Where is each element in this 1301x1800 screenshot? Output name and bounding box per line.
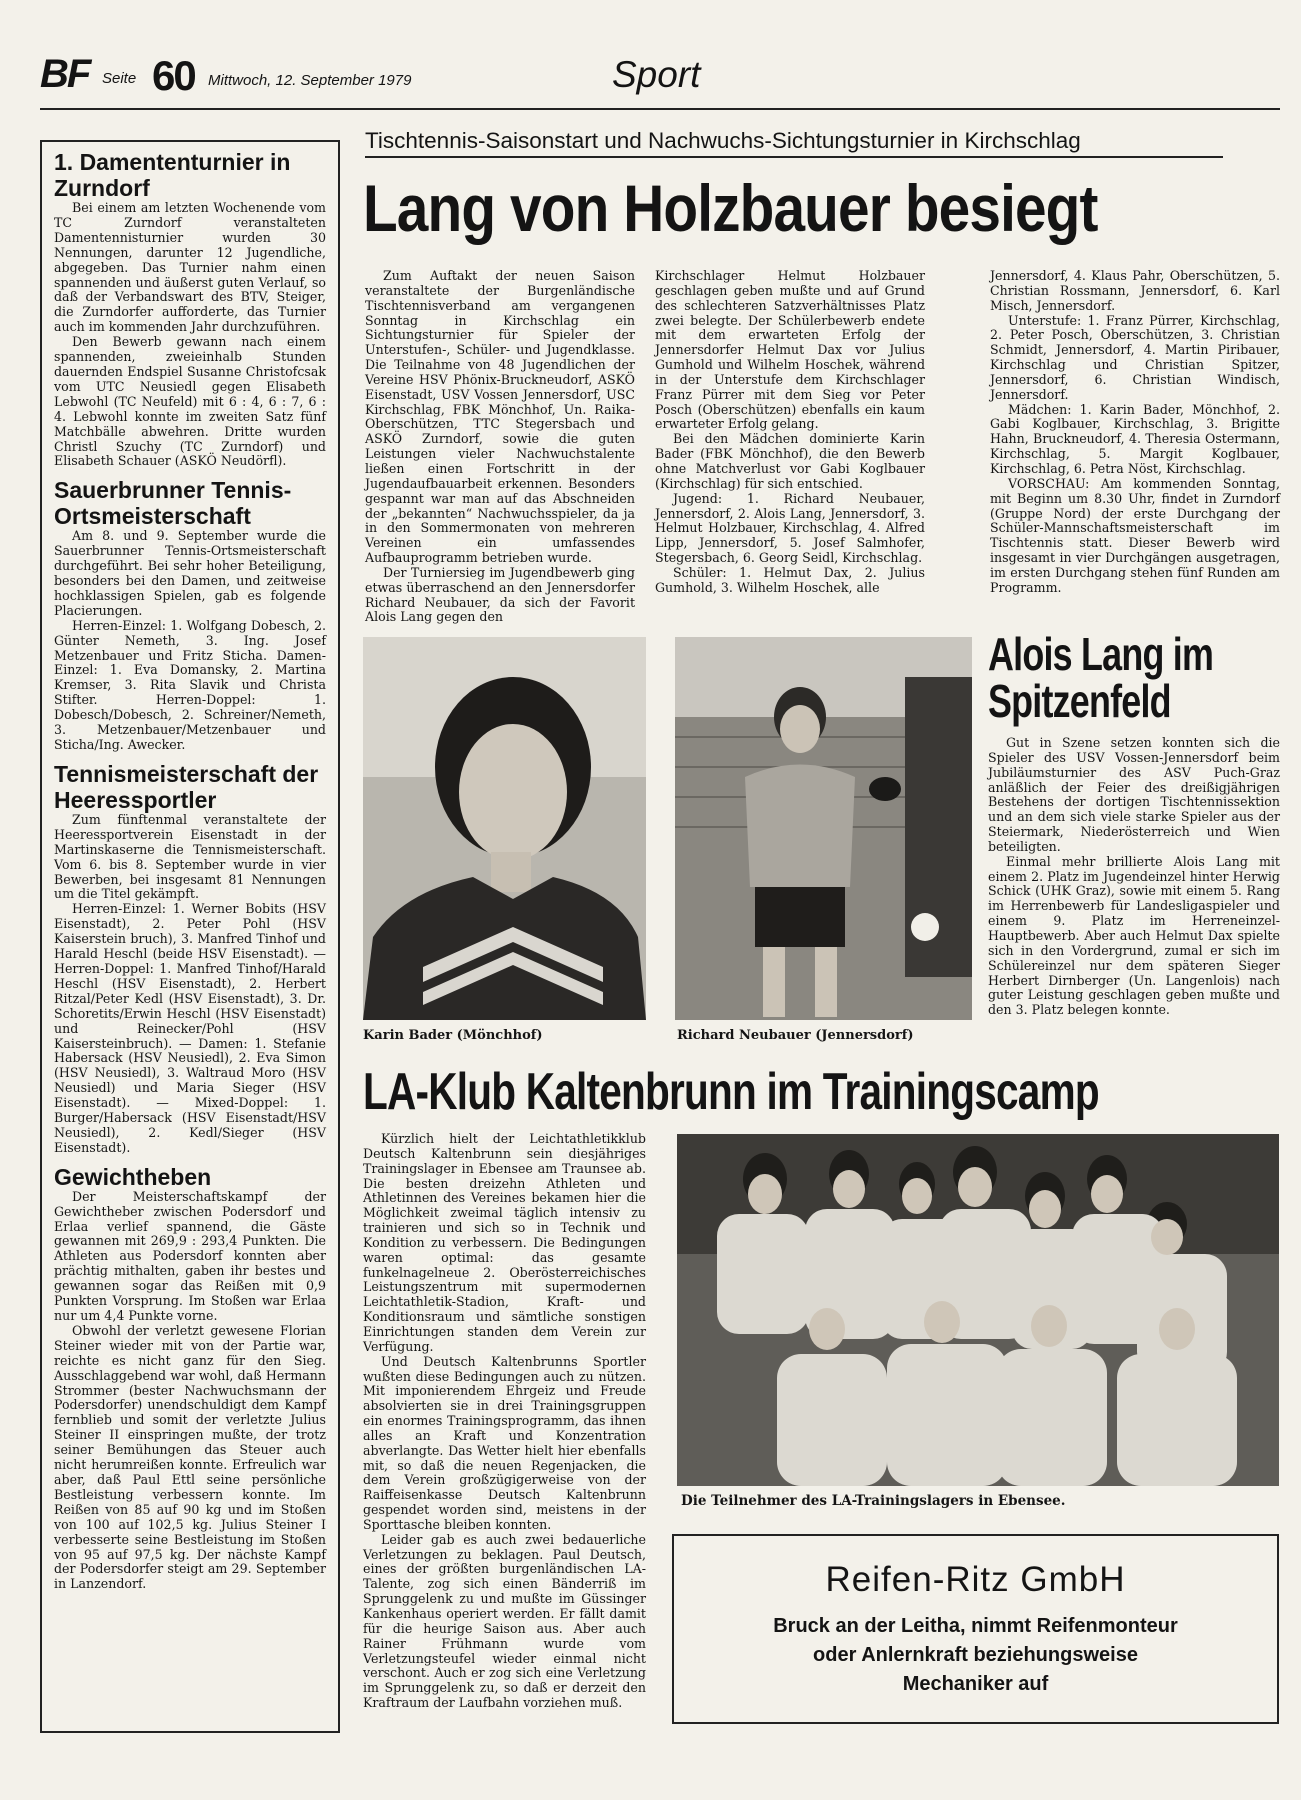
article-paragraph: Jennersdorf, 4. Klaus Pahr, Oberschützen, 5. Christian Rossmann, Jennersdorf, 6. Karl Misch, Jennersdorf. xyxy=(990,268,1280,313)
article-paragraph: Schüler: 1. Helmut Dax, 2. Julius Gumhold, 3. Wilhelm Hoschek, alle xyxy=(655,564,925,595)
second-story-headline-line-1: Alois Lang im xyxy=(988,628,1214,680)
sidebar-paragraph: Obwohl der verletzt gewesene Florian Steiner wieder mit von der Partie war, reichte es nicht ganz für den Sieg. Ausschlaggebend war wohl, daß Hermann Strommer (bester Nachwuchsmann der Podersdorfer) unendschuldigt dem Kampf fernblieb und somit der verletzte Julius Steiner II einspringen mußte, der trotz seiner Bemühungen das Steuer auch nicht herumreißen konnte. Erfreulich war aber, daß Paul Ettl seine persönliche Bestleistung verbessern konnte. Im Reißen von 85 auf 90 kg und im Stoßen von 100 auf 102,5 kg. Julius Steiner I verbesserte seine Bestleistung im Stoßen von 95 auf 97,5 kg. Der nächste Kampf der Podersdorfer steigt am 29. September in Lanzendorf. xyxy=(54,1322,326,1592)
ad-text-line: Mechaniker auf xyxy=(902,1673,1049,1695)
main-story-column-1 xyxy=(365,269,635,625)
main-story-column-2 xyxy=(655,269,925,596)
sidebar-headline-4: Gewichtheben xyxy=(54,1163,212,1190)
sidebar-headline-1: 1. Damententurnier in Zurndorf xyxy=(54,149,291,201)
photo-richard-neubauer xyxy=(675,637,972,1020)
sidebar-news-box xyxy=(40,140,340,1733)
photo-karin-bader xyxy=(363,637,646,1020)
article-paragraph: Leider gab es auch zwei bedauerliche Verletzungen zu beklagen. Paul Deutsch, eines der größten burgenländischen LA-Talente, zog sich einen Bänderriß im Sprunggelenk zu und mußte im Güssinger Kankenhaus operiert werden. Er fällt damit für die heurige Saison aus. Aber auch Rainer Frühmann wurde vom Verletzungsteufel wieder einmal nicht verschont. Auch er zog sich eine Verletzung im Sprunggelenk zu, so daß er derzeit den Kraftraum der Laufbahn vorziehen muß. xyxy=(363,1531,646,1711)
article-paragraph: Mädchen: 1. Karin Bader, Mönchhof, 2. Gabi Koglbauer, Kirchschlag, 3. Brigitte Hahn, Bruckneudorf, 4. Theresia Ostermann, Kirchschlag, 5. Margit Koglbauer, Kirchschlag, 6. Petra Nöst, Kirchschlag. xyxy=(990,401,1280,476)
sidebar-paragraph: Herren-Einzel: 1. Werner Bobits (HSV Eisenstadt), 2. Peter Pohl (HSV Kaiserstein bruch), 3. Manfred Tinhof und Harald Heschl (beide HSV Eisenstadt). — Herren-Doppel: 1. Manfred Tinhof/Harald Heschl (HSV Eisenstadt), 2. Herbert Ritzal/Peter Kedl (HSV Eisenstadt), 3. Dr. Schoretits/Erwin Heschl (HSV Eisenstadt) und Reinecker/Pohl (HSV Kaisersteinbruch). — Damen: 1. Stefanie Habersack (HSV Neusiedl), 2. Eva Simon (HSV Neusiedl), 3. Waltraud Moro (HSV Neusiedl) und Maria Sieger (HSV Eisenstadt). — Mixed-Doppel: 1. Burger/Habersack (HSV Eisenstadt/HSV Neusiedl), 2. Kedl/Sieger (HSV Eisenstadt). xyxy=(54,901,326,1155)
article-paragraph: Jugend: 1. Richard Neubauer, Jennersdorf, 2. Alois Lang, Jennersdorf, 3. Helmut Holzbauer, Kirchschlag, 4. Alfred Lipp, Jennersdorf, 5. Josef Salmhofer, Stegersbach, 6. Georg Seidl, Kirchschlag. xyxy=(655,490,925,566)
sidebar-paragraph: Der Meisterschaftskampf der Gewichtheber zwischen Podersdorf und Erlaa verlief spannend, die Gäste gewannen mit 269,9 : 293,4 Punkten. Die Athleten aus Podersdorf konnten aber prächtig mithalten, gaben ihr bestes und gewannen sogar das Reißen mit 0,9 Punkten Vorsprung. Im Stoßen war Erlaa nur um 4,4 Punkte vorne. xyxy=(54,1188,326,1323)
page-label: Seite xyxy=(102,70,137,87)
ad-text-line: oder Anlernkraft beziehungsweise xyxy=(813,1644,1138,1666)
photo-caption-karin-bader: Karin Bader (Mönchhof) xyxy=(363,1028,543,1043)
sidebar-paragraph: Herren-Einzel: 1. Wolfgang Dobesch, 2. Günter Nemeth, 3. Ing. Josef Metzenbauer und Fritz Sticha. Damen-Einzel: 1. Eva Domansky, 2. Martina Kremser, 3. Rita Slavik und Christa Stifter. Herren-Doppel: 1. Dobesch/Dobesch, 2. Schreiner/Nemeth, 3. Metzenbauer/Metzenbauer und Sticha/Ing. Awecker. xyxy=(54,617,326,752)
main-story-kicker: Tischtennis-Saisonstart und Nachwuchs-Sichtungsturnier in Kirchschlag xyxy=(365,128,1223,158)
main-story-headline: Lang von Holzbauer besiegt xyxy=(363,171,1098,245)
team-photo-caption: Die Teilnehmer des LA-Trainingslagers in Ebensee. xyxy=(681,1493,1066,1509)
article-paragraph: Und Deutsch Kaltenbrunns Sportler wußten diese Bedingungen auch zu nützen. Mit imponierendem Ehrgeiz und Freude absolvierten sie in drei Trainingsgruppen ein enormes Trainingsprogramm, das ihnen alles an Kraft und Konzentration abverlangte. Das Wetter hielt hier ebenfalls mit, so daß die neuen Regenjacken, die dem Verein großzügigerweise von der Raiffeisenkasse Deutsch Kaltenbrunn gespendet worden sind, meistens in der Sporttasche bleiben konnten. xyxy=(363,1353,646,1532)
photo-la-training-team xyxy=(677,1134,1279,1486)
sidebar-paragraph: Zum fünftenmal veranstaltete der Heeressportverein Eisenstadt in der Martinskaserne die Tennismeisterschaft. Vom 6. bis 8. September wurde in vier Bewerben, bei insgesamt 81 Nennungen um die Titel gekämpft. xyxy=(54,811,326,902)
newspaper-logo: BF xyxy=(40,52,90,96)
third-story-headline: LA-Klub Kaltenbrunn im Trainingscamp xyxy=(363,1063,1099,1121)
article-paragraph: Zum Auftakt der neuen Saison veranstaltete der Burgenländische Tischtennisverband am vergangenen Sonntag in Kirchschlag ein Sichtungsturnier für Spieler der Unterstufen-, Schüler- und Jugendklasse. Die Teilnahme von 48 Jugendlichen der Vereine HSV Phönix-Bruckneudorf, ASKÖ Eisenstadt, USV Vossen Jennersdorf, USC Kirchschlag, FBK Mönchhof, Un. Raika-Oberschützen, TTC Stegersbach und ASKÖ Zurndorf, sowie die guten Leistungen vieler Nachwuchstalente ließen einen Fortschritt in der Jugendaufbauarbeit erkennen. Besonders gespannt war man auf das Abschneiden der „bekannten“ Nachwuchsspieler, da ja in den Sommermonaten von mehreren Vereinen ein umfassendes Aufbauprogramm betrieben wurde. xyxy=(365,268,635,566)
ad-text-line: Bruck an der Leitha, nimmt Reifenmonteur xyxy=(773,1615,1178,1637)
masthead xyxy=(40,50,1280,100)
article-paragraph: Einmal mehr brillierte Alois Lang mit einem 2. Platz im Jugendeinzel hinter Herwig Schick (UHK Graz), sowie mit einem 5. Rang im Herrenbewerb für Landesligaspieler und einem 9. Platz im Herreneinzel-Hauptbewerb. Aber auch Helmut Dax spielte sich in den Vordergrund, zumal er sich im Schülereinzel nur dem späteren Sieger Herbert Dirnberger (Un. Langenlois) nach guter Leistung geschlagen geben mußte und den 3. Platz belegen konnte. xyxy=(988,853,1280,1018)
masthead-rule xyxy=(40,108,1280,110)
article-paragraph: Gut in Szene setzen konnten sich die Spieler des USV Vossen-Jennersdorf beim Jubiläumsturnier des ASV Puch-Graz anläßlich der Feier des dreißigjährigen Bestehens der dortigen Tischtennissektion und an dem sich viele starke Spieler aus der Steiermark, Niederösterreich und Wien beteiligten. xyxy=(988,735,1280,854)
article-paragraph: Kirchschlager Helmut Holzbauer geschlagen geben mußte und auf Grund des schlechteren Satzverhältnisses Platz zwei belegte. Der Schülerbewerb endete mit dem erwarteten Erfolg der Jennersdorfer Helmut Dax vor Julius Gumhold und Wilhelm Hoschek, während in der Unterstufe dem Kirchschlager Franz Pürrer mit dem Sieg vor Peter Posch (Oberschützen) ebenfalls ein kaum erwarteter Erfolg gelang. xyxy=(655,268,925,432)
job-advertisement xyxy=(672,1534,1279,1724)
photo-caption-richard-neubauer: Richard Neubauer (Jennersdorf) xyxy=(677,1028,914,1043)
sidebar-headline-3: Tennismeisterschaft der Heeressportler xyxy=(54,760,319,813)
main-story-column-3 xyxy=(990,269,1280,596)
article-paragraph: Der Turniersieg im Jugendbewerb ging etwas überraschend an den Jennersdorfer Richard Neubauer, da sich der Favorit Alois Lang gegen den xyxy=(365,564,635,625)
article-paragraph: VORSCHAU: Am kommenden Sonntag, mit Beginn um 8.30 Uhr, findet in Zurndorf (Gruppe Nord) der erste Durchgang der Schüler-Mannschaftsmeisterschaft im Tischtennis statt. Dieser Bewerb wird insgesamt in vier Durchgängen ausgetragen, im ersten Durchgang stehen fünf Runden am Programm. xyxy=(990,475,1280,595)
article-paragraph: Unterstufe: 1. Franz Pürrer, Kirchschlag, 2. Peter Posch, Oberschützen, 3. Christian Schmidt, Jennersdorf, 4. Martin Piribauer, Kirchschlag und Christian Spitzer, Jennersdorf, 6. Christian Windisch, Jennersdorf. xyxy=(990,312,1280,402)
sidebar-headline-2: Sauerbrunner Tennis-Ortsmeisterschaft xyxy=(54,477,292,530)
second-story-body xyxy=(988,736,1280,1018)
issue-date: Mittwoch, 12. September 1979 xyxy=(208,72,412,89)
page-number: 60 xyxy=(152,52,195,99)
sidebar-paragraph: Den Bewerb gewann nach einem spannenden, zweieinhalb Stunden dauernden Endspiel Susanne Christofcsak vom UTC Neusiedl gegen Elisabeth Lebwohl (TC Neufeld) mit 6 : 4, 6 : 7, 6 : 4. Lebwohl konnte im zweiten Satz fünf Matchbälle abwehren. Dritte wurden Christl Szuchy (TC Zurndorf) und Elisabeth Schauer (ASKÖ Neudörfl). xyxy=(54,334,326,469)
section-title: Sport xyxy=(612,54,701,95)
second-story-headline-line-2: Spitzenfeld xyxy=(988,675,1171,727)
article-paragraph: Kürzlich hielt der Leichtathletikklub Deutsch Kaltenbrunn sein diesjähriges Trainingslager in Ebensee am Traunsee ab. Die besten dreizehn Athleten und Athletinnen des Vereines bekamen hier die Möglichkeit zweimal täglich intensiv zu trainieren und sich so in Technik und Kondition zu verbessern. Die Bedingungen waren optimal: das gesamte funkelnagelneue 2. Oberösterreichisches Leistungszentrum mit supermodernen Leichtathletik-Stadion, Kraft- und Konditionsraum und sämtliche sonstigen Einrichtungen standen dem Verein zur Verfügung. xyxy=(363,1131,646,1354)
sidebar-paragraph: Am 8. und 9. September wurde die Sauerbrunner Tennis-Ortsmeisterschaft durchgeführt. Bei sehr hoher Beteiligung, besonders bei den Damen, und zeitweise hochklassigen Spielen, gab es folgende Placierungen. xyxy=(54,528,326,618)
sidebar-paragraph: Bei einem am letzten Wochenende vom TC Zurndorf veranstalteten Damentennisturnier wurden 30 Nennungen, darunter 12 Jugendliche, abgegeben. Das Turnier nahm einen spannenden und äußerst guten Verlauf, so daß der Verbandswart des BTV, Steiger, die Zurndorfer aufforderte, das Turnier auch im kommenden Jahr durchzuführen. xyxy=(54,200,326,335)
ad-company-name: Reifen-Ritz GmbH xyxy=(825,1560,1126,1599)
article-paragraph: Bei den Mädchen dominierte Karin Bader (FBK Mönchhof), die den Bewerb ohne Matchverlust vor Gabi Koglbauer (Kirchschlag) für sich entschied. xyxy=(655,431,925,491)
third-story-body xyxy=(363,1132,646,1711)
